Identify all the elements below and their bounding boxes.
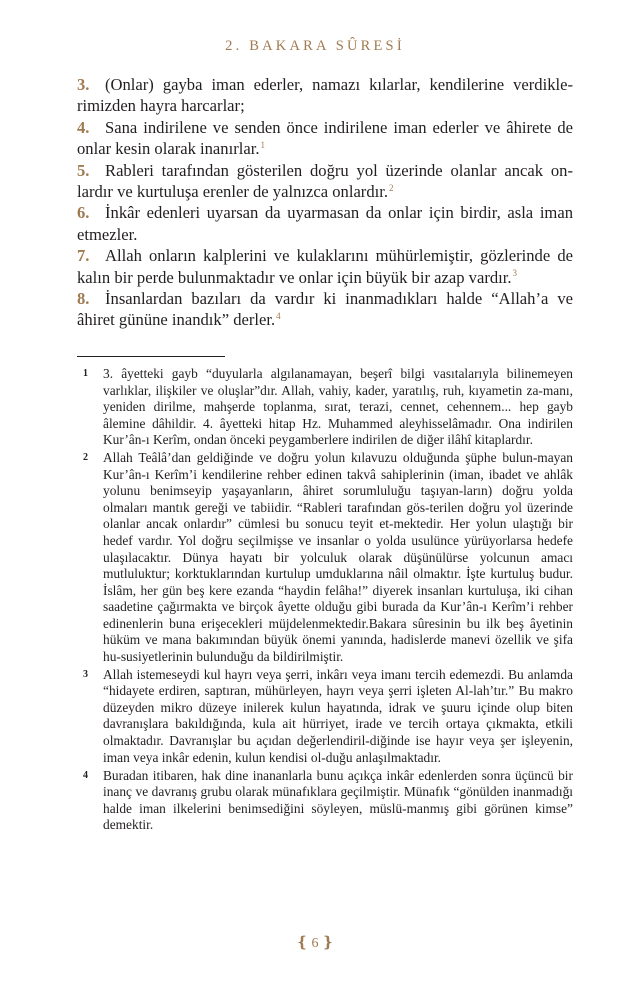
page-number: 6 (311, 936, 319, 951)
verses-block (77, 74, 573, 331)
verse-text: Allah onların kalplerini ve kulaklarını mühürlemiştir, gözlerinde de kalın bir perde bulunmaktadır ve onlar için büyük bir azap vardır. (77, 246, 573, 287)
footnote-ref[interactable]: 4 (276, 310, 281, 321)
footnote-text: 3. âyetteki gayb “duyularla algılanamayan, beşerî bilgi vasıtalarıyla bilinemeyen varlıklar, ilişkiler ve oluşlar”dır. Allah, vahiy, kader, yaratılış, ruh, kıyametin za-manı, yeniden dirilme, mahşerde toplanma, sırat, terazi, cennet, cehennem... hep gayb âlemine dâhildir. 4. âyetteki hitap Hz. Muhammed aleyhisselâmadır. Ona indirilen Kur’ân-ı Kerîm, ondan önceki peygamberlere indirilen de diğer ilâhî kitaplardır. (103, 366, 573, 448)
footnote-number: 2 (83, 452, 88, 464)
footnote-ref[interactable]: 3 (512, 268, 518, 279)
footnote-4 (77, 768, 573, 834)
verse-6 (77, 202, 573, 245)
verse-number: 5. (77, 160, 90, 180)
right-ornament-icon: ❵ (321, 935, 335, 951)
footnote-text: Allah istemeseydi kul hayrı veya şerri, inkârı veya imanı tercih edemezdi. Bu anlamda “hidayete erdiren, saptıran, mühürleyen, hayrı veya şerri işleten Al-lah’tır.” Bu makro düzeyden mikro düzeye inilerek kulun hayatında, idrak ve şuuru içinde olup biten davranışlara bakıldığında, kula ait hürriyet, irade ve tercih ortaya çıkmakta, etkili olmaktadır. Davranışlar bu açıdan değerlendiril-diğinde ise hayır veya şer işleyenin, iman veya inkâr edenin, kulun kendisi ol-duğu anlaşılmaktadır. (103, 666, 573, 765)
footnote-3 (77, 667, 573, 766)
footnote-2 (77, 450, 573, 665)
footnote-separator (77, 356, 225, 357)
verse-number: 7. (77, 246, 90, 266)
verse-number: 6. (77, 203, 90, 223)
footnote-ref[interactable]: 1 (260, 139, 265, 150)
verse-number: 3. (77, 75, 90, 94)
verse-text: Rableri tarafından gösterilen doğru yol üzerinde olanlar ancak on-lardır ve kurtuluşa erenler de yalnızca onlardır. (77, 160, 573, 202)
verse-text: (Onlar) gayba iman ederler, namazı kılarlar, kendilerine verdikle-rimizden hayra harcarlar; (77, 75, 573, 116)
verse-7 (77, 245, 573, 288)
verse-text: Sana indirilene ve senden önce indirilene iman ederler ve âhirete de onlar kesin olarak inanırlar. (77, 117, 573, 159)
page-number-footer (0, 933, 630, 952)
footnote-number: 3 (83, 668, 88, 680)
footnotes-block (77, 366, 573, 835)
footnote-text: Buradan itibaren, hak dine inananlarla bunu açıkça inkâr edenlerden sonra üçüncü bir inanç ve davranış grubu olarak münafıklara geçilmiştir. Münafık “gönülden inanmadığı halde iman ilkelerini benimsediğini söyleyen, müslü-manmış gibi görünen kimse” demektir. (103, 767, 573, 833)
footnote-number: 1 (83, 368, 88, 379)
verse-4 (77, 117, 573, 160)
verse-text: İnsanlardan bazıları da vardır ki inanmadıkları halde “Allah’a ve âhiret gününe inandık” derler. (77, 289, 573, 330)
left-ornament-icon: ❴ (295, 935, 309, 951)
verse-text: İnkâr edenleri uyarsan da uyarmasan da onlar için birdir, asla iman etmezler. (77, 203, 573, 244)
verse-number: 4. (77, 117, 90, 137)
verse-8 (77, 288, 573, 331)
footnote-text: Allah Teâlâ’dan geldiğinde ve doğru yolun kılavuzu olduğunda şüphe bulun-mayan Kur’ân-ı Kerîm’i kendilerine rehber edinen takvâ sahiplerinin (iman, ibadet ve ahlâk yolunu benimseyip yaşayanların, âhiret sorumluluğu taşıyan-ların) doğru yolda olmaları mantık gereği ve tabiidir. “Rableri tarafından gös-terilen doğru yol üzerinde olanlar ancak onlardır” cümlesi bu sonucu teyit et-mektedir. Her yolun ulaştığı bir hedef vardır. Yol doğru seçilmişse ve insanlar o yolda usulünce yürüyorlarsa hedefe ulaşılacaktır. Dünya hayatı bir yolculuk olarak düşünülürse yolcunun amacı mutluluktur; korktuklarından kurtulup umduklarına nâil olmaktır. İşte kurtuluş budur. İslâm, her gün beş kere ezanda “haydin felâha!” diyerek insanları kurtuluşa, iki cihan saadetine çağırmakta ve birçok âyette olduğu gibi burada da Kur’ân-ı Kerîm’i rehber edinenlerin buna erişecekleri müjdelenmektedir.Bakara sûresinin bu ilk beş âyetinin hüküm ve mana bakımından büyük önemi yanında, hadislerde manevi özellik ve şifa hu-susiyetlerinin bulunduğu da bildirilmiştir. (103, 450, 573, 664)
verse-3 (77, 74, 573, 117)
footnote-1 (77, 366, 573, 449)
footnote-number: 4 (83, 769, 88, 781)
verse-5 (77, 160, 573, 203)
footnote-ref[interactable]: 2 (389, 182, 394, 193)
running-title: 2. BAKARA SÛRESİ (225, 38, 405, 54)
verse-number: 8. (77, 289, 90, 309)
